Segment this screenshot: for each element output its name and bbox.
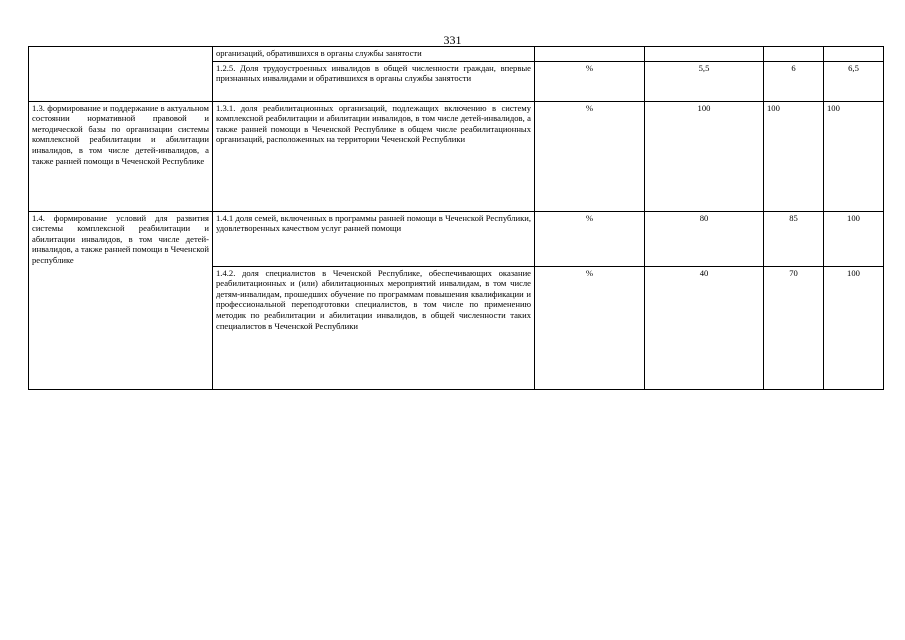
- goal-cell: 1.4. формирование условий для развития системы комплексной реабилитации и абилитации инвалидов, в том числе детей-инвалидов, а также ранней помощи в Чеченской республике: [29, 211, 213, 389]
- value-cell: 80: [645, 211, 764, 266]
- goal-cell: [29, 47, 213, 102]
- page-number: 331: [443, 33, 462, 47]
- indicators-table: [28, 46, 884, 390]
- indicator-cell: организаций, обратившихся в органы службы занятости: [213, 47, 535, 62]
- unit-cell: %: [535, 101, 645, 211]
- value-cell: 70: [764, 266, 824, 389]
- indicator-cell: 1.3.1. доля реабилитационных организаций, подлежащих включению в систему комплексной реабилитации и абилитации инвалидов, в том числе детей-инвалидов, а также ранней помощи в Чеченской Республике в общем числе реабилитационных организаций, расположенных на территории Чеченской Республики: [213, 101, 535, 211]
- unit-cell: %: [535, 266, 645, 389]
- value-cell: 100: [824, 266, 884, 389]
- value-cell: 100: [824, 211, 884, 266]
- value-cell: 40: [645, 266, 764, 389]
- unit-cell: %: [535, 61, 645, 101]
- value-cell: [645, 47, 764, 62]
- value-cell: 6,5: [824, 61, 884, 101]
- value-cell: 100: [764, 101, 824, 211]
- table-row: [29, 47, 884, 62]
- indicator-cell: 1.4.1 доля семей, включенных в программы ранней помощи в Чеченской Республики, удовлетворенных качеством услуг ранней помощи: [213, 211, 535, 266]
- table-row: [29, 211, 884, 266]
- unit-cell: [535, 47, 645, 62]
- value-cell: 5,5: [645, 61, 764, 101]
- value-cell: [764, 47, 824, 62]
- value-cell: 85: [764, 211, 824, 266]
- unit-cell: %: [535, 211, 645, 266]
- table-row: [29, 101, 884, 211]
- value-cell: 6: [764, 61, 824, 101]
- value-cell: [824, 47, 884, 62]
- value-cell: 100: [645, 101, 764, 211]
- indicator-cell: 1.4.2. доля специалистов в Чеченской Республике, обеспечивающих оказание реабилитационных и (или) абилитационных мероприятий инвалидам, в том числе детям-инвалидам, прошедших обучение по программам повышения квалификации и профессиональной переподготовки специалистов, в том числе по применению методик по реабилитации и абилитации инвалидов, в общей численности таких специалистов в Чеченской Республики: [213, 266, 535, 389]
- indicator-cell: 1.2.5. Доля трудоустроенных инвалидов в общей численности граждан, впервые признанных инвалидами и обратившихся в органы службы занятости: [213, 61, 535, 101]
- goal-cell: 1.3. формирование и поддержание в актуальном состоянии нормативной правовой и методической базы по организации системы комплексной реабилитации и абилитации инвалидов, в том числе детей-инвалидов, а также ранней помощи в Чеченской Республике: [29, 101, 213, 211]
- value-cell: 100: [824, 101, 884, 211]
